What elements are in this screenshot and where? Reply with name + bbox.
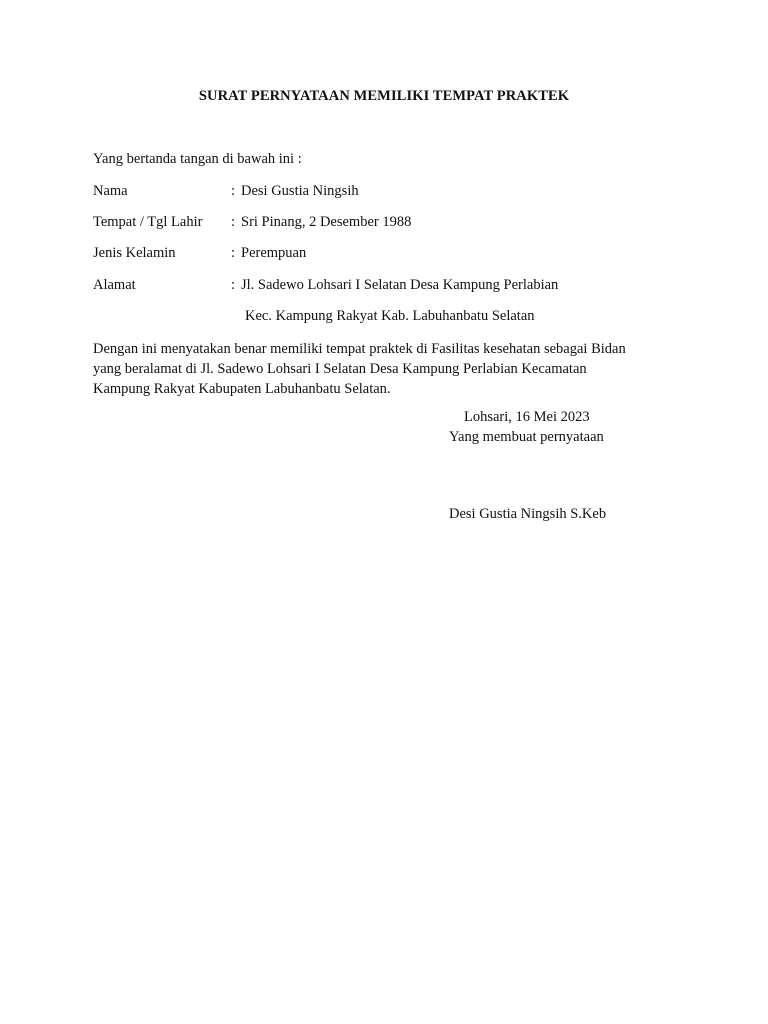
signature-name: Desi Gustia Ningsih S.Keb: [449, 506, 607, 522]
field-value-gender: Perempuan: [241, 245, 307, 261]
statement-line: Dengan ini menyatakan benar memiliki tempat praktek di Fasilitas kesehatan sebagai Bidan: [93, 341, 626, 357]
field-label-nama: Nama: [93, 183, 128, 199]
field-value-birth: Sri Pinang, 2 Desember 1988: [241, 214, 412, 230]
field-separator: :: [231, 214, 236, 230]
statement-line: Kampung Rakyat Kabupaten Labuhanbatu Selatan.: [93, 381, 391, 397]
document-title: SURAT PERNYATAAN MEMILIKI TEMPAT PRAKTEK: [198, 88, 570, 104]
field-value-address: Jl. Sadewo Lohsari I Selatan Desa Kampung Perlabian: [241, 277, 559, 293]
field-separator: :: [231, 183, 236, 199]
field-separator: :: [231, 245, 236, 261]
statement-paragraph: [93, 339, 673, 399]
statement-line: yang beralamat di Jl. Sadewo Lohsari I Selatan Desa Kampung Perlabian Kecamatan: [93, 361, 587, 377]
address-line-2: Kec. Kampung Rakyat Kab. Labuhanbatu Selatan: [245, 308, 535, 324]
signature-place-date: Lohsari, 16 Mei 2023: [464, 409, 590, 425]
field-label-gender: Jenis Kelamin: [93, 245, 176, 261]
field-label-birth: Tempat / Tgl Lahir: [93, 214, 203, 230]
field-value-nama: Desi Gustia Ningsih: [241, 183, 359, 199]
signature-role: Yang membuat pernyataan: [449, 429, 604, 445]
field-separator: :: [231, 277, 236, 293]
field-label-address: Alamat: [93, 277, 136, 293]
intro-text: Yang bertanda tangan di bawah ini :: [93, 151, 302, 167]
